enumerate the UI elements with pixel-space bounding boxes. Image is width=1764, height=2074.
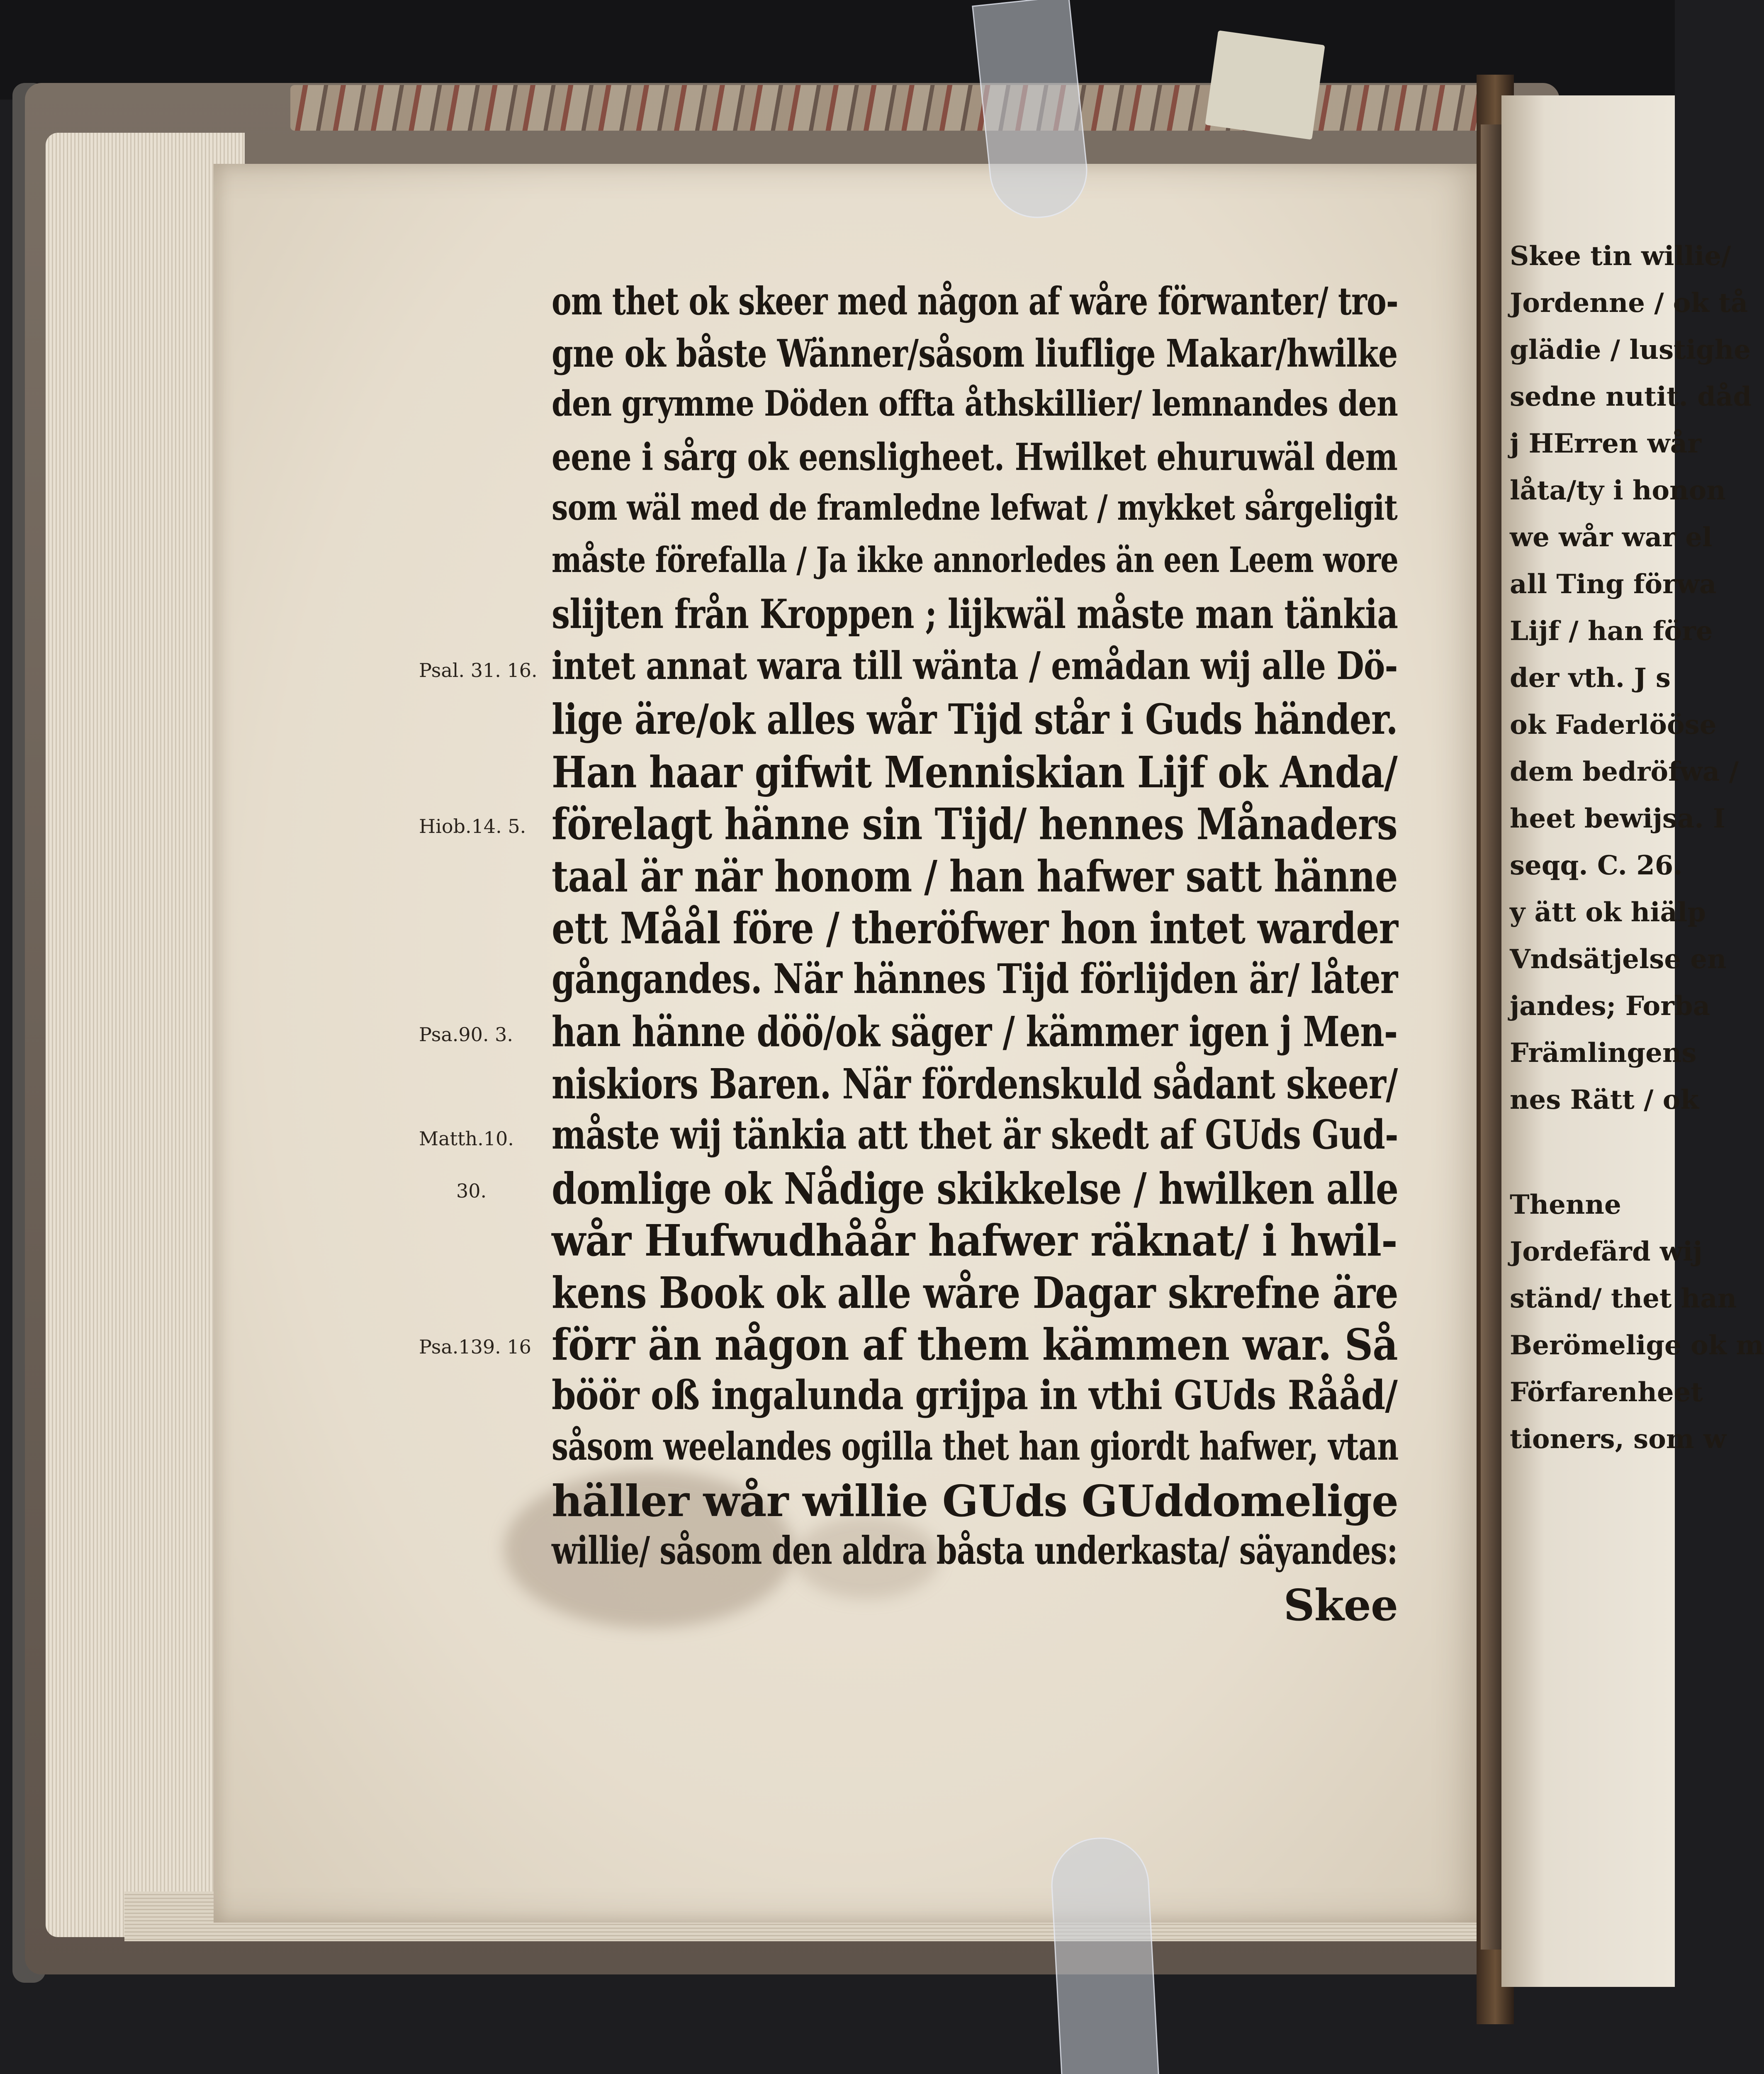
text-line: måste wij tänkia att thet är skedt af GUds Gud-	[552, 1111, 1398, 1158]
right-page-partial	[1501, 95, 1764, 1987]
text-line: böör oß ingalunda grijpa in vthi GUds Rååd/	[552, 1371, 1398, 1419]
text-line: såsom weelandes ogilla thet han giordt hafwer, vtan	[552, 1424, 1399, 1469]
facing-page-line: Främlingens	[1510, 1037, 1697, 1069]
text-line: lige äre/ok alles wår Tijd står i Guds händer.	[552, 695, 1398, 744]
text-line: willie/ såsom den aldra båsta underkasta/ säyandes:	[552, 1528, 1398, 1573]
facing-page-line: seqq. C. 26.	[1510, 850, 1683, 881]
facing-page-line: glädie / lustighe	[1510, 334, 1751, 365]
text-line: förr än någon af them kämmen war. Så	[552, 1319, 1398, 1370]
facing-page-line: jandes; Forba	[1510, 991, 1710, 1022]
text-line: som wäl med de framledne lefwat / mykket sårgeligit	[552, 487, 1397, 528]
text-line: den grymme Döden offta åthskillier/ lemnandes den	[552, 383, 1398, 424]
text-line: förelagt hänne sin Tijd/ hennes Månaders	[552, 798, 1397, 850]
text-line: Skee	[1283, 1579, 1398, 1631]
facing-page-line: dem bedröfwa /	[1510, 756, 1739, 787]
text-line: måste förefalla / Ja ikke annorledes än een Leem wore	[552, 539, 1399, 580]
text-line: niskiors Baren. När fördenskuld sådant skeer/	[552, 1059, 1398, 1108]
margin-citation: Psal. 31. 16.	[419, 659, 538, 682]
facing-page-line: y ätt ok hiälp	[1510, 897, 1706, 928]
text-line: gne ok båste Wänner/såsom liuflige Makar/hwilke	[552, 331, 1398, 376]
paper-tab	[1205, 30, 1325, 140]
text-line: Han haar gifwit Menniskian Lijf ok Anda/	[552, 746, 1397, 798]
facing-page-line: ständ/ thet han	[1510, 1283, 1737, 1314]
text-line: han hänne döö/ok säger / kämmer igen j Men-	[552, 1007, 1398, 1056]
text-line: domlige ok Nådige skikkelse / hwilken alle	[552, 1163, 1399, 1214]
margin-citation: Hiob.14. 5.	[419, 815, 526, 837]
facing-page-line: låta/ty i honon	[1510, 475, 1726, 506]
facing-page-line: der vth. J s	[1510, 662, 1671, 694]
margin-citation: Psa.90. 3.	[419, 1023, 513, 1046]
facing-page-line: Skee tin willie/	[1510, 241, 1731, 272]
text-line: intet annat wara till wänta / emådan wij alle Dö-	[552, 643, 1398, 688]
facing-page-line: Thenne	[1510, 1189, 1621, 1220]
margin-citation: 30.	[456, 1179, 487, 1202]
facing-page-line: Förfarenheet	[1510, 1377, 1703, 1408]
facing-page-line: nes Rätt / ok	[1510, 1084, 1699, 1115]
text-line: häller wår willie GUds GUddomelige	[552, 1475, 1399, 1526]
text-line: ett Måål före / theröfwer hon intet warder	[552, 903, 1398, 954]
text-line: om thet ok skeer med någon af wåre förwanter/ tro-	[552, 279, 1398, 324]
facing-page-line: tioners, som w	[1510, 1424, 1726, 1455]
facing-page-line: j HErren wår	[1510, 428, 1701, 459]
text-line: wår Hufwudhåår hafwer räknat/ i hwil-	[552, 1215, 1397, 1266]
facing-page-line: sedne nutit. dåd	[1510, 381, 1752, 412]
facing-page-line: ok Faderlööse	[1510, 709, 1717, 740]
facing-page-line: Vndsätjelse en	[1510, 944, 1727, 975]
text-line: taal är när honom / han hafwer satt hänne	[552, 850, 1398, 902]
page-clip-bottom	[1049, 1835, 1160, 2074]
facing-page-line: heet bewijsa. I	[1510, 803, 1725, 834]
facing-page-line: Jordefärd wij	[1510, 1236, 1703, 1267]
facing-page-line: Berömelige ok m	[1510, 1330, 1764, 1361]
facing-page-line: Lijf / han före	[1510, 616, 1713, 647]
text-line: gångandes. När hännes Tijd förlijden är/ låter	[552, 955, 1398, 1003]
facing-page-line: Jordenne / ok tå	[1510, 287, 1748, 319]
facing-page-line: all Ting förwa	[1510, 569, 1717, 600]
margin-citation: Matth.10.	[419, 1127, 514, 1150]
text-line: slijten från Kroppen ; lijkwäl måste man tänkia	[552, 591, 1398, 638]
text-line: kens Book ok alle wåre Dagar skrefne äre	[552, 1267, 1398, 1318]
margin-citation: Psa.139. 16	[419, 1336, 531, 1358]
text-line: eene i sårg ok eensligheet. Hwilket ehuruwäl dem	[552, 435, 1398, 479]
facing-page-line: we wår war el	[1510, 522, 1713, 553]
